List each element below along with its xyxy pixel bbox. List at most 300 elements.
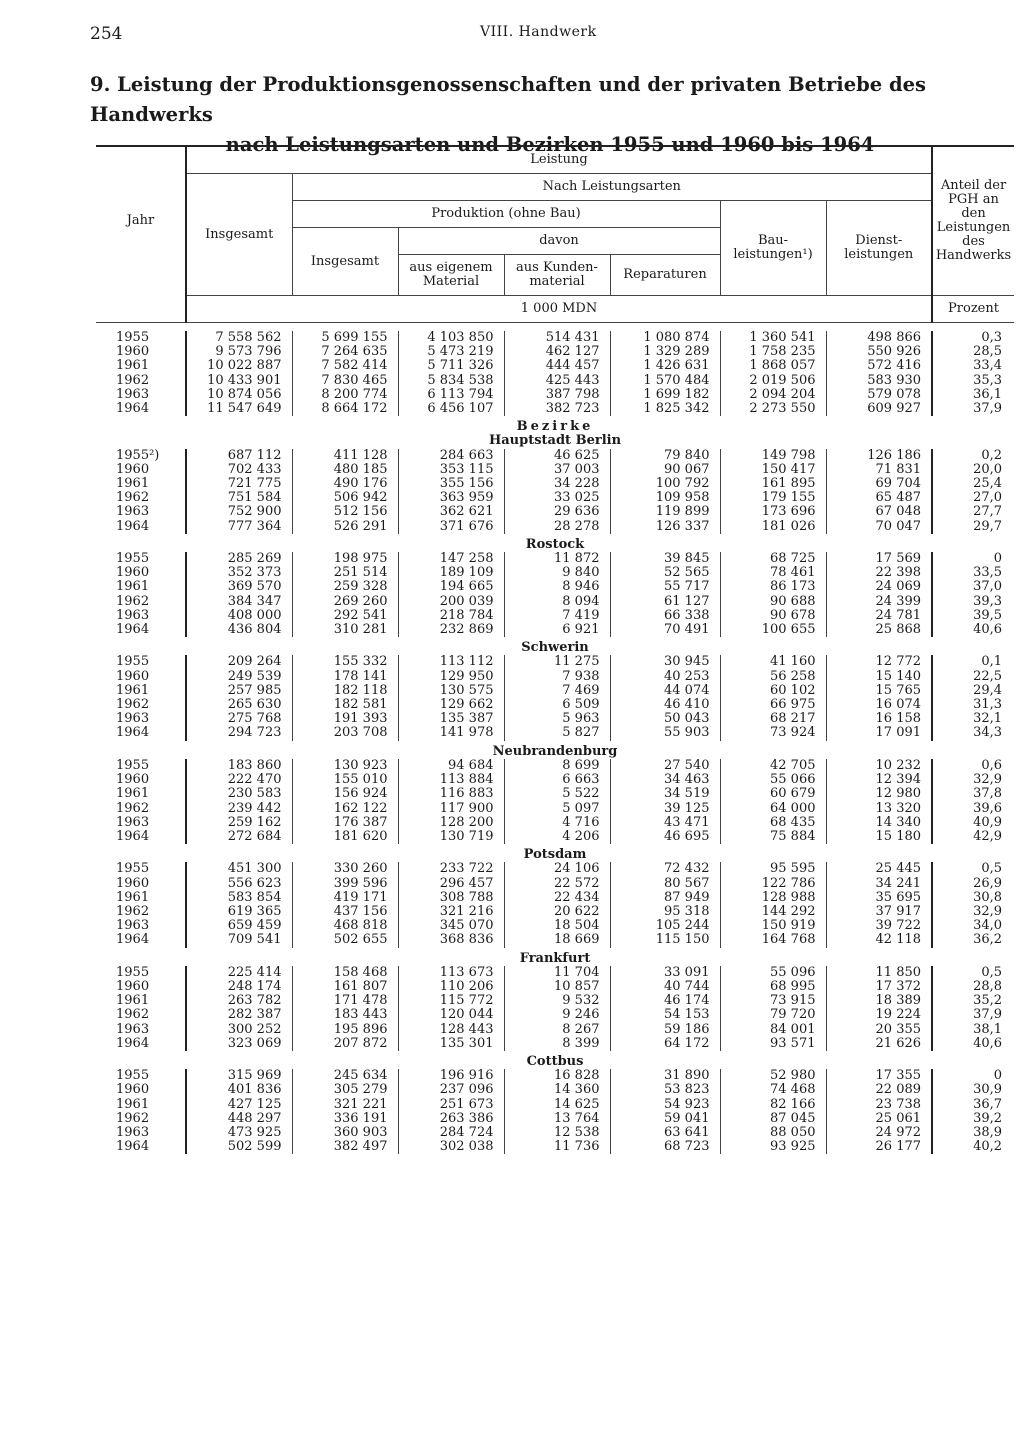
cell-eigenes-material: 130 719: [398, 830, 504, 844]
cell-bauleistungen: 74 468: [720, 1083, 826, 1097]
cell-jahr: 1964: [116, 518, 150, 534]
cell-jahr: 1963: [116, 607, 150, 623]
cell-kundenmaterial: 4 716: [504, 816, 610, 830]
cell-bauleistungen: 93 571: [720, 1037, 826, 1051]
col-jahr: Jahr: [126, 213, 155, 229]
cell-dienstleistungen: 25 445: [826, 862, 932, 876]
col-reparaturen: Reparaturen: [610, 255, 720, 296]
cell-anteil-pgh: 0,6: [932, 759, 1014, 773]
table-row: [96, 1140, 1014, 1154]
cell-bauleistungen: 56 258: [720, 670, 826, 684]
table-row: [96, 877, 1014, 891]
cell-insgesamt: 502 599: [186, 1140, 292, 1154]
cell-dienstleistungen: 70 047: [826, 520, 932, 534]
cell-insgesamt: 369 570: [186, 580, 292, 594]
cell-jahr: 1964: [116, 1035, 150, 1051]
section-heading: Neubrandenburg: [492, 743, 618, 759]
cell-jahr: 1960: [116, 875, 150, 891]
cell-kundenmaterial: 444 457: [504, 359, 610, 373]
cell-dienstleistungen: 15 140: [826, 670, 932, 684]
table-row: [96, 830, 1014, 844]
cell-produktion-insgesamt: 480 185: [292, 463, 398, 477]
cell-produktion-insgesamt: 245 634: [292, 1069, 398, 1083]
cell-reparaturen: 109 958: [610, 491, 720, 505]
table-row: [96, 359, 1014, 373]
table-row: [96, 388, 1014, 402]
cell-anteil-pgh: 35,3: [932, 374, 1014, 388]
cell-produktion-insgesamt: 7 830 465: [292, 374, 398, 388]
cell-reparaturen: 46 695: [610, 830, 720, 844]
cell-reparaturen: 79 840: [610, 449, 720, 463]
cell-bauleistungen: 68 217: [720, 712, 826, 726]
section-heading-row: [96, 420, 1014, 434]
cell-kundenmaterial: 20 622: [504, 905, 610, 919]
cell-reparaturen: 59 186: [610, 1023, 720, 1037]
cell-jahr: 1960: [116, 668, 150, 684]
cell-insgesamt: 10 874 056: [186, 388, 292, 402]
cell-kundenmaterial: 11 275: [504, 655, 610, 669]
cell-dienstleistungen: 19 224: [826, 1008, 932, 1022]
cell-insgesamt: 259 162: [186, 816, 292, 830]
cell-kundenmaterial: 5 963: [504, 712, 610, 726]
cell-produktion-insgesamt: 207 872: [292, 1037, 398, 1051]
col-produktion-insgesamt: Insgesamt: [292, 228, 398, 296]
table-row: [96, 1069, 1014, 1083]
section-heading-row: [96, 434, 1014, 448]
cell-produktion-insgesamt: 336 191: [292, 1112, 398, 1126]
cell-kundenmaterial: 8 267: [504, 1023, 610, 1037]
cell-reparaturen: 30 945: [610, 655, 720, 669]
cell-produktion-insgesamt: 158 468: [292, 966, 398, 980]
cell-bauleistungen: 82 166: [720, 1098, 826, 1112]
cell-anteil-pgh: 38,1: [932, 1023, 1014, 1037]
cell-eigenes-material: 129 950: [398, 670, 504, 684]
cell-eigenes-material: 110 206: [398, 980, 504, 994]
cell-eigenes-material: 232 869: [398, 623, 504, 637]
cell-insgesamt: 702 433: [186, 463, 292, 477]
table-row: [96, 966, 1014, 980]
cell-reparaturen: 100 792: [610, 477, 720, 491]
cell-kundenmaterial: 5 097: [504, 802, 610, 816]
cell-reparaturen: 1 825 342: [610, 402, 720, 416]
cell-jahr: 1961: [116, 786, 150, 802]
cell-produktion-insgesamt: 195 896: [292, 1023, 398, 1037]
table-row: [96, 1083, 1014, 1097]
cell-bauleistungen: 90 678: [720, 609, 826, 623]
cell-eigenes-material: 5 473 219: [398, 345, 504, 359]
unit-mdn: 1 000 MDN: [186, 296, 932, 323]
cell-bauleistungen: 150 417: [720, 463, 826, 477]
cell-reparaturen: 53 823: [610, 1083, 720, 1097]
cell-reparaturen: 95 318: [610, 905, 720, 919]
cell-eigenes-material: 308 788: [398, 891, 504, 905]
cell-anteil-pgh: 29,4: [932, 684, 1014, 698]
cell-dienstleistungen: 35 695: [826, 891, 932, 905]
table-row: [96, 402, 1014, 416]
cell-insgesamt: 448 297: [186, 1112, 292, 1126]
col-nach-leistungsarten: Nach Leistungsarten: [292, 174, 932, 201]
table-row: [96, 505, 1014, 519]
cell-kundenmaterial: 8 399: [504, 1037, 610, 1051]
running-head: VIII. Handwerk: [480, 24, 597, 40]
cell-jahr: 1960: [116, 1082, 150, 1098]
cell-reparaturen: 1 699 182: [610, 388, 720, 402]
table-row: [96, 1008, 1014, 1022]
cell-anteil-pgh: 42,9: [932, 830, 1014, 844]
section-heading: Potsdam: [523, 847, 587, 863]
cell-reparaturen: 52 565: [610, 566, 720, 580]
cell-produktion-insgesamt: 156 924: [292, 787, 398, 801]
cell-produktion-insgesamt: 321 221: [292, 1098, 398, 1112]
table-row: [96, 816, 1014, 830]
cell-produktion-insgesamt: 203 708: [292, 726, 398, 740]
cell-dienstleistungen: 609 927: [826, 402, 932, 416]
cell-bauleistungen: 41 160: [720, 655, 826, 669]
cell-produktion-insgesamt: 182 581: [292, 698, 398, 712]
cell-eigenes-material: 362 621: [398, 505, 504, 519]
cell-reparaturen: 1 329 289: [610, 345, 720, 359]
cell-dienstleistungen: 17 355: [826, 1069, 932, 1083]
cell-bauleistungen: 79 720: [720, 1008, 826, 1022]
cell-kundenmaterial: 9 246: [504, 1008, 610, 1022]
cell-reparaturen: 54 153: [610, 1008, 720, 1022]
cell-eigenes-material: 355 156: [398, 477, 504, 491]
table-row: [96, 331, 1014, 345]
cell-insgesamt: 11 547 649: [186, 402, 292, 416]
table-row: [96, 773, 1014, 787]
cell-reparaturen: 40 253: [610, 670, 720, 684]
cell-kundenmaterial: 29 636: [504, 505, 610, 519]
cell-eigenes-material: 120 044: [398, 1008, 504, 1022]
table-row: [96, 491, 1014, 505]
cell-reparaturen: 1 570 484: [610, 374, 720, 388]
cell-kundenmaterial: 11 704: [504, 966, 610, 980]
section-heading: Bezirke: [516, 419, 594, 435]
col-produktion: Produktion (ohne Bau): [292, 201, 720, 228]
cell-anteil-pgh: 36,7: [932, 1098, 1014, 1112]
cell-reparaturen: 70 491: [610, 623, 720, 637]
cell-anteil-pgh: 36,2: [932, 933, 1014, 947]
cell-bauleistungen: 93 925: [720, 1140, 826, 1154]
cell-anteil-pgh: 37,8: [932, 787, 1014, 801]
cell-eigenes-material: 345 070: [398, 919, 504, 933]
cell-bauleistungen: 55 066: [720, 773, 826, 787]
cell-bauleistungen: 73 924: [720, 726, 826, 740]
table-row: [96, 802, 1014, 816]
cell-insgesamt: 10 022 887: [186, 359, 292, 373]
cell-eigenes-material: 284 724: [398, 1126, 504, 1140]
cell-produktion-insgesamt: 161 807: [292, 980, 398, 994]
cell-reparaturen: 80 567: [610, 877, 720, 891]
table-row: [96, 684, 1014, 698]
cell-dienstleistungen: 25 061: [826, 1112, 932, 1126]
cell-jahr: 1962: [116, 800, 150, 816]
cell-jahr: 1961: [116, 682, 150, 698]
cell-anteil-pgh: 35,2: [932, 994, 1014, 1008]
cell-produktion-insgesamt: 181 620: [292, 830, 398, 844]
cell-kundenmaterial: 9 532: [504, 994, 610, 1008]
cell-produktion-insgesamt: 7 582 414: [292, 359, 398, 373]
cell-dienstleistungen: 24 069: [826, 580, 932, 594]
cell-anteil-pgh: 40,9: [932, 816, 1014, 830]
cell-kundenmaterial: 7 419: [504, 609, 610, 623]
cell-anteil-pgh: 39,6: [932, 802, 1014, 816]
table-row: [96, 463, 1014, 477]
cell-anteil-pgh: 31,3: [932, 698, 1014, 712]
cell-jahr: 1955: [116, 964, 150, 980]
table-row: [96, 595, 1014, 609]
cell-dienstleistungen: 15 180: [826, 830, 932, 844]
cell-jahr: 1955: [116, 1068, 150, 1084]
cell-kundenmaterial: 12 538: [504, 1126, 610, 1140]
page-number: 254: [90, 24, 123, 44]
cell-bauleistungen: 73 915: [720, 994, 826, 1008]
cell-insgesamt: 583 854: [186, 891, 292, 905]
cell-eigenes-material: 194 665: [398, 580, 504, 594]
cell-reparaturen: 119 899: [610, 505, 720, 519]
cell-insgesamt: 275 768: [186, 712, 292, 726]
cell-reparaturen: 34 463: [610, 773, 720, 787]
cell-dienstleistungen: 42 118: [826, 933, 932, 947]
cell-produktion-insgesamt: 191 393: [292, 712, 398, 726]
cell-produktion-insgesamt: 437 156: [292, 905, 398, 919]
cell-kundenmaterial: 7 938: [504, 670, 610, 684]
cell-anteil-pgh: 0,2: [932, 449, 1014, 463]
section-heading: Frankfurt: [519, 950, 591, 966]
cell-bauleistungen: 60 679: [720, 787, 826, 801]
cell-bauleistungen: 87 045: [720, 1112, 826, 1126]
cell-jahr: 1955: [116, 654, 150, 670]
cell-bauleistungen: 164 768: [720, 933, 826, 947]
cell-reparaturen: 105 244: [610, 919, 720, 933]
cell-jahr: 1960: [116, 565, 150, 581]
cell-anteil-pgh: 32,1: [932, 712, 1014, 726]
cell-eigenes-material: 196 916: [398, 1069, 504, 1083]
cell-produktion-insgesamt: 506 942: [292, 491, 398, 505]
cell-jahr: 1963: [116, 711, 150, 727]
cell-dienstleistungen: 17 569: [826, 552, 932, 566]
cell-anteil-pgh: 37,0: [932, 580, 1014, 594]
cell-reparaturen: 46 410: [610, 698, 720, 712]
cell-insgesamt: 751 584: [186, 491, 292, 505]
cell-produktion-insgesamt: 360 903: [292, 1126, 398, 1140]
cell-jahr: 1962: [116, 903, 150, 919]
cell-insgesamt: 282 387: [186, 1008, 292, 1022]
cell-dienstleistungen: 550 926: [826, 345, 932, 359]
cell-reparaturen: 72 432: [610, 862, 720, 876]
cell-produktion-insgesamt: 292 541: [292, 609, 398, 623]
cell-jahr: 1962: [116, 372, 150, 388]
cell-dienstleistungen: 579 078: [826, 388, 932, 402]
cell-reparaturen: 1 426 631: [610, 359, 720, 373]
cell-dienstleistungen: 22 398: [826, 566, 932, 580]
cell-insgesamt: 248 174: [186, 980, 292, 994]
table-row: [96, 552, 1014, 566]
cell-kundenmaterial: 5 827: [504, 726, 610, 740]
cell-anteil-pgh: 25,4: [932, 477, 1014, 491]
col-dienstleistungen: Dienst- leistungen: [826, 201, 932, 296]
cell-insgesamt: 239 442: [186, 802, 292, 816]
cell-kundenmaterial: 46 625: [504, 449, 610, 463]
cell-kundenmaterial: 28 278: [504, 520, 610, 534]
cell-reparaturen: 44 074: [610, 684, 720, 698]
cell-dienstleistungen: 15 765: [826, 684, 932, 698]
cell-bauleistungen: 66 975: [720, 698, 826, 712]
cell-dienstleistungen: 11 850: [826, 966, 932, 980]
cell-kundenmaterial: 462 127: [504, 345, 610, 359]
cell-produktion-insgesamt: 512 156: [292, 505, 398, 519]
cell-kundenmaterial: 7 469: [504, 684, 610, 698]
cell-anteil-pgh: 0: [932, 552, 1014, 566]
cell-insgesamt: 401 836: [186, 1083, 292, 1097]
cell-bauleistungen: 122 786: [720, 877, 826, 891]
cell-eigenes-material: 113 884: [398, 773, 504, 787]
cell-anteil-pgh: 29,7: [932, 520, 1014, 534]
cell-eigenes-material: 5 834 538: [398, 374, 504, 388]
cell-jahr: 1963: [116, 1021, 150, 1037]
cell-reparaturen: 68 723: [610, 1140, 720, 1154]
col-insgesamt: Insgesamt: [186, 174, 292, 296]
cell-jahr: 1964: [116, 622, 150, 638]
cell-anteil-pgh: 40,2: [932, 1140, 1014, 1154]
cell-kundenmaterial: 22 572: [504, 877, 610, 891]
cell-bauleistungen: 161 895: [720, 477, 826, 491]
cell-bauleistungen: 1 360 541: [720, 331, 826, 345]
cell-eigenes-material: 6 456 107: [398, 402, 504, 416]
cell-reparaturen: 63 641: [610, 1126, 720, 1140]
cell-dienstleistungen: 21 626: [826, 1037, 932, 1051]
cell-eigenes-material: 141 978: [398, 726, 504, 740]
cell-insgesamt: 352 373: [186, 566, 292, 580]
cell-jahr: 1961: [116, 358, 150, 374]
cell-dienstleistungen: 12 772: [826, 655, 932, 669]
cell-eigenes-material: 113 112: [398, 655, 504, 669]
cell-jahr: 1962: [116, 697, 150, 713]
cell-jahr: 1960: [116, 344, 150, 360]
cell-jahr: 1964: [116, 725, 150, 741]
cell-jahr: 1955: [116, 330, 150, 345]
cell-dienstleistungen: 18 389: [826, 994, 932, 1008]
cell-jahr: 1963: [116, 504, 150, 520]
section-heading-row: [96, 745, 1014, 759]
cell-bauleistungen: 90 688: [720, 595, 826, 609]
cell-dienstleistungen: 22 089: [826, 1083, 932, 1097]
cell-bauleistungen: 86 173: [720, 580, 826, 594]
cell-jahr: 1964: [116, 1139, 150, 1155]
cell-eigenes-material: 368 836: [398, 933, 504, 947]
cell-reparaturen: 43 471: [610, 816, 720, 830]
col-davon: davon: [398, 228, 720, 255]
cell-jahr: 1964: [116, 828, 150, 844]
cell-kundenmaterial: 24 106: [504, 862, 610, 876]
cell-kundenmaterial: 387 798: [504, 388, 610, 402]
cell-kundenmaterial: 18 504: [504, 919, 610, 933]
cell-eigenes-material: 251 673: [398, 1098, 504, 1112]
table-row: [96, 477, 1014, 491]
table-row: [96, 698, 1014, 712]
cell-produktion-insgesamt: 269 260: [292, 595, 398, 609]
cell-jahr: 1962: [116, 1110, 150, 1126]
cell-kundenmaterial: 8 946: [504, 580, 610, 594]
cell-reparaturen: 50 043: [610, 712, 720, 726]
cell-anteil-pgh: 30,9: [932, 1083, 1014, 1097]
cell-anteil-pgh: 39,5: [932, 609, 1014, 623]
cell-dienstleistungen: 24 972: [826, 1126, 932, 1140]
cell-anteil-pgh: 0,5: [932, 966, 1014, 980]
cell-dienstleistungen: 12 980: [826, 787, 932, 801]
cell-eigenes-material: 233 722: [398, 862, 504, 876]
cell-bauleistungen: 150 919: [720, 919, 826, 933]
cell-insgesamt: 323 069: [186, 1037, 292, 1051]
cell-insgesamt: 556 623: [186, 877, 292, 891]
cell-jahr: 1961: [116, 993, 150, 1009]
cell-eigenes-material: 128 200: [398, 816, 504, 830]
cell-dienstleistungen: 498 866: [826, 331, 932, 345]
cell-insgesamt: 285 269: [186, 552, 292, 566]
cell-eigenes-material: 4 103 850: [398, 331, 504, 345]
cell-bauleistungen: 68 995: [720, 980, 826, 994]
cell-bauleistungen: 52 980: [720, 1069, 826, 1083]
cell-produktion-insgesamt: 182 118: [292, 684, 398, 698]
cell-kundenmaterial: 13 764: [504, 1112, 610, 1126]
cell-insgesamt: 473 925: [186, 1126, 292, 1140]
cell-insgesamt: 721 775: [186, 477, 292, 491]
cell-produktion-insgesamt: 310 281: [292, 623, 398, 637]
cell-insgesamt: 183 860: [186, 759, 292, 773]
cell-eigenes-material: 130 575: [398, 684, 504, 698]
table-row: [96, 449, 1014, 463]
cell-dienstleistungen: 14 340: [826, 816, 932, 830]
table-row: [96, 891, 1014, 905]
cell-bauleistungen: 95 595: [720, 862, 826, 876]
cell-kundenmaterial: 33 025: [504, 491, 610, 505]
cell-anteil-pgh: 37,9: [932, 1008, 1014, 1022]
table-row: [96, 933, 1014, 947]
cell-eigenes-material: 296 457: [398, 877, 504, 891]
cell-eigenes-material: 284 663: [398, 449, 504, 463]
section-heading-row: [96, 1055, 1014, 1069]
table-row: [96, 1098, 1014, 1112]
cell-anteil-pgh: 26,9: [932, 877, 1014, 891]
cell-eigenes-material: 135 301: [398, 1037, 504, 1051]
cell-kundenmaterial: 4 206: [504, 830, 610, 844]
cell-anteil-pgh: 22,5: [932, 670, 1014, 684]
cell-dienstleistungen: 65 487: [826, 491, 932, 505]
cell-reparaturen: 46 174: [610, 994, 720, 1008]
cell-eigenes-material: 321 216: [398, 905, 504, 919]
table-row: [96, 1023, 1014, 1037]
cell-eigenes-material: 117 900: [398, 802, 504, 816]
cell-insgesamt: 436 804: [186, 623, 292, 637]
cell-kundenmaterial: 37 003: [504, 463, 610, 477]
cell-insgesamt: 384 347: [186, 595, 292, 609]
col-anteil-pgh: Anteil der PGH an den Leistungen des Handwerks: [932, 146, 1014, 296]
cell-insgesamt: 315 969: [186, 1069, 292, 1083]
cell-kundenmaterial: 14 625: [504, 1098, 610, 1112]
cell-insgesamt: 230 583: [186, 787, 292, 801]
cell-dienstleistungen: 37 917: [826, 905, 932, 919]
cell-produktion-insgesamt: 130 923: [292, 759, 398, 773]
cell-bauleistungen: 2 094 204: [720, 388, 826, 402]
col-leistung: Leistung: [186, 146, 932, 174]
cell-dienstleistungen: 71 831: [826, 463, 932, 477]
table-row: [96, 345, 1014, 359]
section-heading-row: [96, 538, 1014, 552]
table-title-line-2: nach Leistungsarten und Bezirken 1955 und 1960 bis 1964: [225, 133, 875, 156]
cell-produktion-insgesamt: 490 176: [292, 477, 398, 491]
cell-insgesamt: 427 125: [186, 1098, 292, 1112]
cell-reparaturen: 31 890: [610, 1069, 720, 1083]
